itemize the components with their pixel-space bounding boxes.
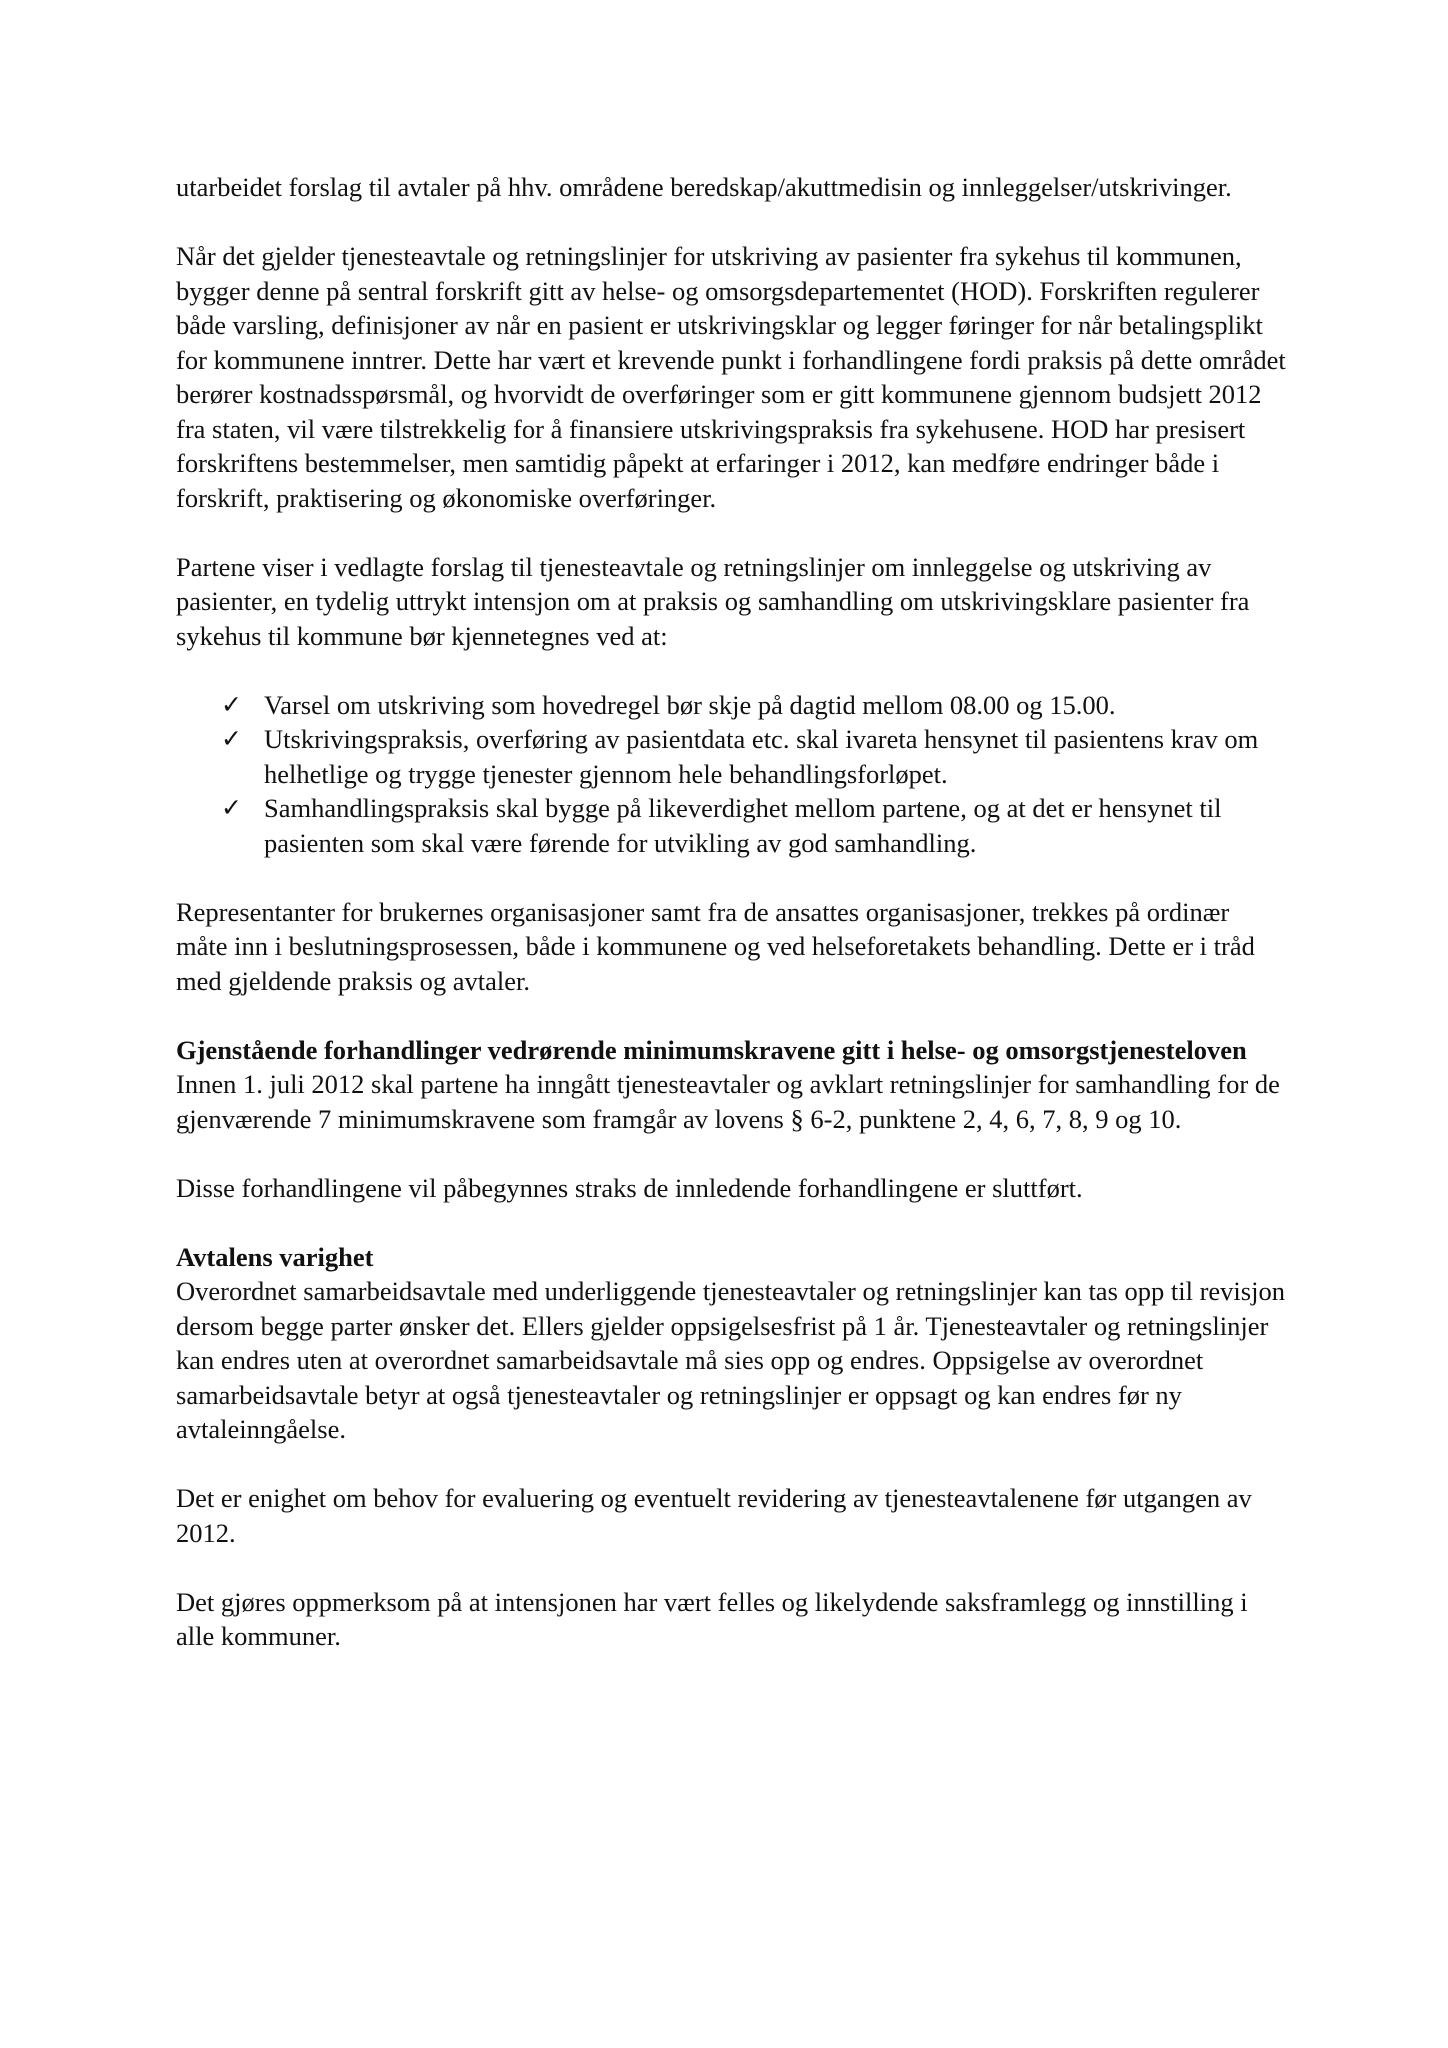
paragraph-intro: utarbeidet forslag til avtaler på hhv. områdene beredskap/akuttmedisin og innleggelser/utskrivinger. — [176, 172, 1232, 202]
paragraph-intensjon: Partene viser i vedlagte forslag til tjenesteavtale og retningslinjer om innleggelse og utskriving av pasienter, en tydelig uttrykt intensjon om at praksis og samhandling om utskrivingsklare pasienter fra sykehus til kommune bør kjennetegnes ved at: — [176, 551, 1250, 651]
list-item-text: Utskrivingspraksis, overføring av pasientdata etc. skal ivareta hensynet til pasientens krav om helhetlige og trygge tjenester gjennom hele behandlingsforløpet. — [264, 724, 1259, 789]
section-heading: Gjenstående forhandlinger vedrørende minimumskravene gitt i helse- og omsorgstjenesteloven — [176, 1034, 1247, 1065]
section-heading: Avtalens varighet — [176, 1241, 374, 1272]
document-page — [176, 170, 1286, 1688]
paragraph-utskriving-forskrift: Når det gjelder tjenesteavtale og retningslinjer for utskriving av pasienter fra sykehus til kommunen, bygger denne på sentral forskrift gitt av helse- og omsorgsdepartementet (HOD). Forskriften regulerer både varsling, definisjoner av når en pasient er utskrivingsklar og legger føringer for når betalingsplikt for kommunene inntrer. Dette har vært et krevende punkt i forhandlingene fordi praksis på dette området berører kostnadsspørsmål, og hvorvidt de overføringer som er gitt kommunene gjennom budsjett 2012 fra staten, vil være tilstrekkelig for å finansiere utskrivingspraksis fra sykehusene. HOD har presisert forskriftens bestemmelser, men samtidig påpekt at erfaringer i 2012, kan medføre endringer både i forskrift, praktisering og økonomiske overføringer. — [176, 241, 1286, 513]
list-item — [176, 688, 1286, 723]
checklist — [176, 688, 1286, 861]
section-gjenstaaende — [176, 1033, 1286, 1137]
checkmark-icon: ✓ — [221, 724, 242, 753]
paragraph-evaluering: Det er enighet om behov for evaluering og eventuelt revidering av tjenesteavtalenene før utgangen av 2012. — [176, 1483, 1252, 1548]
section-body: Overordnet samarbeidsavtale med underliggende tjenesteavtaler og retningslinjer kan tas opp til revisjon dersom begge parter ønsker det. Ellers gjelder oppsigelsesfrist på 1 år. Tjenesteavtaler og retningslinjer kan endres uten at overordnet samarbeidsavtale må sies opp og endres. Oppsigelse av overordnet samarbeidsavtale betyr at også tjenesteavtaler og retningslinjer er oppsagt og kan endres før ny avtaleinngåelse. — [176, 1276, 1285, 1444]
list-item-text: Samhandlingspraksis skal bygge på likeverdighet mellom partene, og at det er hensynet til pasienten som skal være førende for utvikling av god samhandling. — [264, 793, 1222, 858]
checkmark-icon: ✓ — [221, 689, 242, 719]
section-body: Innen 1. juli 2012 skal partene ha inngått tjenesteavtaler og avklart retningslinjer for samhandling for de gjenværende 7 minimumskravene som framgår av lovens § 6-2, punktene 2, 4, 6, 7, 8, 9 og 10. — [176, 1069, 1280, 1134]
list-item-text: Varsel om utskriving som hovedregel bør skje på dagtid mellom 08.00 og 15.00. — [264, 689, 1116, 720]
list-item — [176, 722, 1286, 791]
paragraph-intensjon-felles: Det gjøres oppmerksom på at intensjonen har vært felles og likelydende saksframlegg og innstilling i alle kommuner. — [176, 1586, 1248, 1651]
section-varighet — [176, 1240, 1286, 1447]
list-item — [176, 791, 1286, 860]
checkmark-icon: ✓ — [221, 793, 242, 822]
paragraph-representanter: Representanter for brukernes organisasjoner samt fra de ansattes organisasjoner, trekkes på ordinær måte inn i beslutningsprosessen, både i kommunene og ved helseforetakets behandling. Dette er i tråd med gjeldende praksis og avtaler. — [176, 896, 1255, 996]
paragraph-forhandlinger: Disse forhandlingene vil påbegynnes straks de innledende forhandlingene er sluttført. — [176, 1172, 1083, 1203]
